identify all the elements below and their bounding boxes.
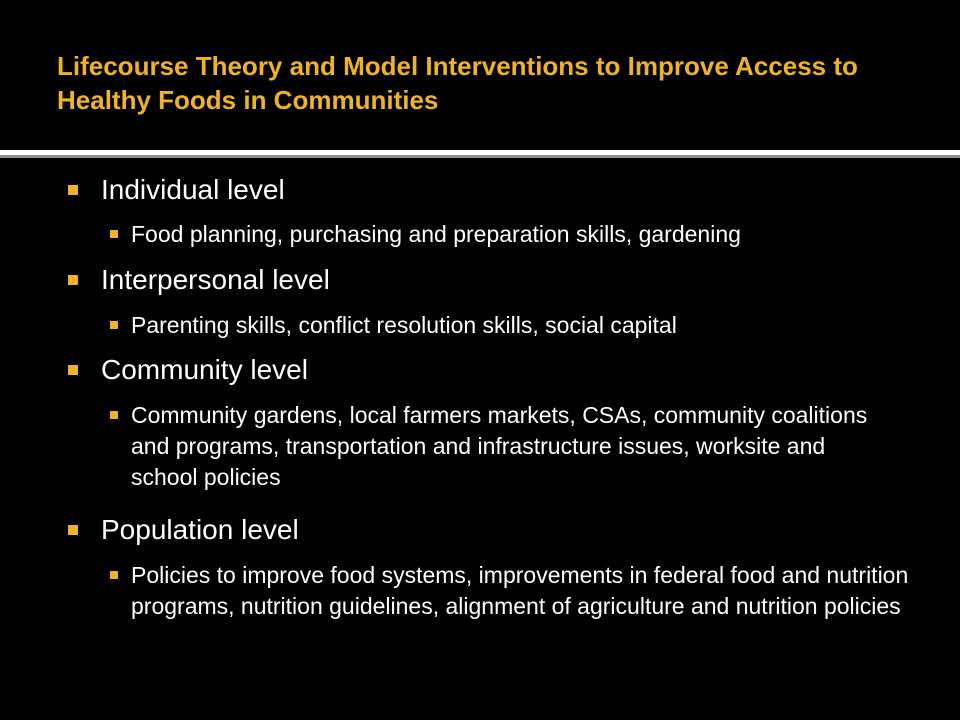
level-label: Population level — [101, 514, 299, 545]
level-detail: Policies to improve food systems, improvements in federal food and nutrition programs, nutrition guidelines, alignment of agriculture and nutrition policies — [131, 562, 909, 619]
slide-title: Lifecourse Theory and Model Interventions to Improve Access to Healthy Foods in Communities — [57, 51, 858, 115]
level-detail: Food planning, purchasing and preparation skills, gardening — [131, 221, 741, 247]
square-bullet-icon — [110, 230, 118, 238]
square-bullet-icon — [68, 525, 78, 535]
square-bullet-icon — [68, 275, 78, 285]
square-bullet-icon — [110, 571, 118, 579]
level-detail: Community gardens, local farmers markets, CSAs, community coalitions and programs, transportation and infrastructure issues, worksite and school policies — [131, 402, 868, 490]
level-label: Interpersonal level — [101, 264, 330, 295]
square-bullet-icon — [110, 411, 118, 419]
level-label: Community level — [101, 354, 308, 385]
square-bullet-icon — [68, 365, 78, 375]
square-bullet-icon — [68, 185, 78, 195]
level-detail: Parenting skills, conflict resolution skills, social capital — [131, 312, 677, 338]
title-bar — [0, 0, 960, 150]
square-bullet-icon — [110, 321, 118, 329]
level-label: Individual level — [101, 174, 285, 205]
slide-content — [0, 158, 960, 720]
